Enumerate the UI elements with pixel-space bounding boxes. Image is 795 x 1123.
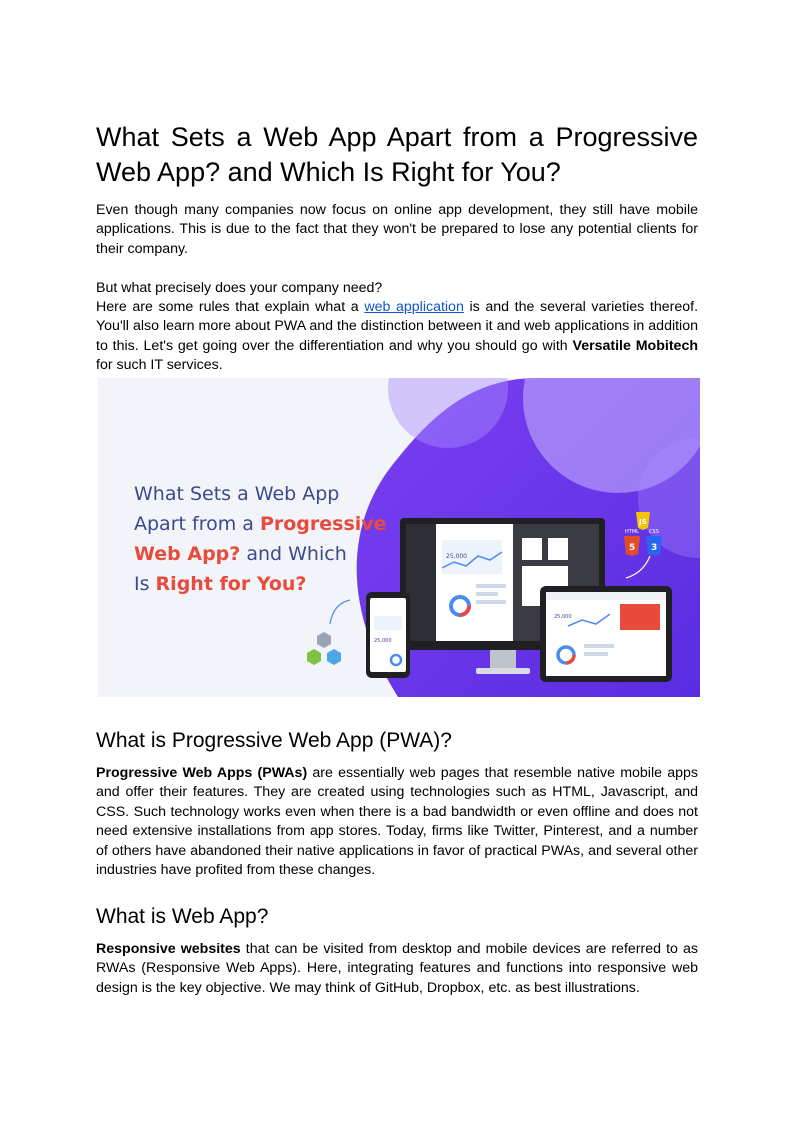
pwa-heading: What is Progressive Web App (PWA)? [96,729,452,752]
intro-text-c: for such IT services. [96,357,223,374]
pwa-text: are essentially web pages that resemble native mobile apps and offer their features. They are created using technologies such as HTML, Javascript, and CSS. Such technology works even when there is a bad bandwidth or even offline and does not need extensive installations from app stores. Today, firms like Twitter, Pinterest, and a number of others have abandoned their native applications in favor of practical PWAs, and several other industries have profited from these changes. [96,765,698,879]
banner-line-3: Web App? and Which [134,543,347,565]
webapp-heading: What is Web App? [96,905,269,928]
svg-text:25,000: 25,000 [446,553,467,560]
intro-question: But what precisely does your company need? [96,280,383,296]
banner-line-4: Is Right for You? [134,573,307,595]
web-application-link[interactable]: web application [364,299,464,315]
svg-text:5: 5 [629,543,636,553]
svg-text:25,000: 25,000 [554,614,572,620]
tablet-device [540,586,672,682]
pwa-paragraph [96,764,698,880]
pwa-bold: Progressive Web Apps (PWAs) [96,765,308,781]
intro-text-a: Here are some rules that explain what a [96,299,365,315]
svg-text:CSS: CSS [649,529,659,535]
intro-text-b: is and the several varieties thereof. You'll also learn more about PWA and the distinction between it and web applications in addition to this. Let's get going over the differentiation and why you should go with [96,299,699,354]
svg-text:JS: JS [639,518,647,526]
intro-paragraph: Even though many companies now focus on online app development, they still have mobile applications. This is due to the fact that they won't be prepared to lose any potential clients for their company. [96,202,698,257]
svg-text:3: 3 [651,543,658,553]
banner-line-1: What Sets a Web App [134,483,340,505]
company-name: Versatile Mobitech [572,337,698,354]
mobile-phone [366,592,410,678]
webapp-bold: Responsive websites [96,941,241,957]
article-banner-image [98,378,700,697]
webapp-text: that can be visited from desktop and mobile devices are referred to as RWAs (Responsive Web Apps). Here, integrating features and functions into responsive web design is the key objective. We may think of GitHub, Dropbox, etc. as best illustrations. [96,941,698,996]
intro-paragraph-2 [96,298,698,376]
page-title: What Sets a Web App Apart from a Progressive Web App? and Which Is Right for You? [96,122,698,187]
svg-text:25,000: 25,000 [374,638,392,644]
banner-line-2: Apart from a Progressive [134,513,387,535]
js-shield-icon [636,512,650,530]
svg-text:HTML: HTML [625,529,639,535]
webapp-paragraph [96,940,698,998]
banner-illustration [98,378,700,697]
html5-shield-icon [624,529,640,556]
